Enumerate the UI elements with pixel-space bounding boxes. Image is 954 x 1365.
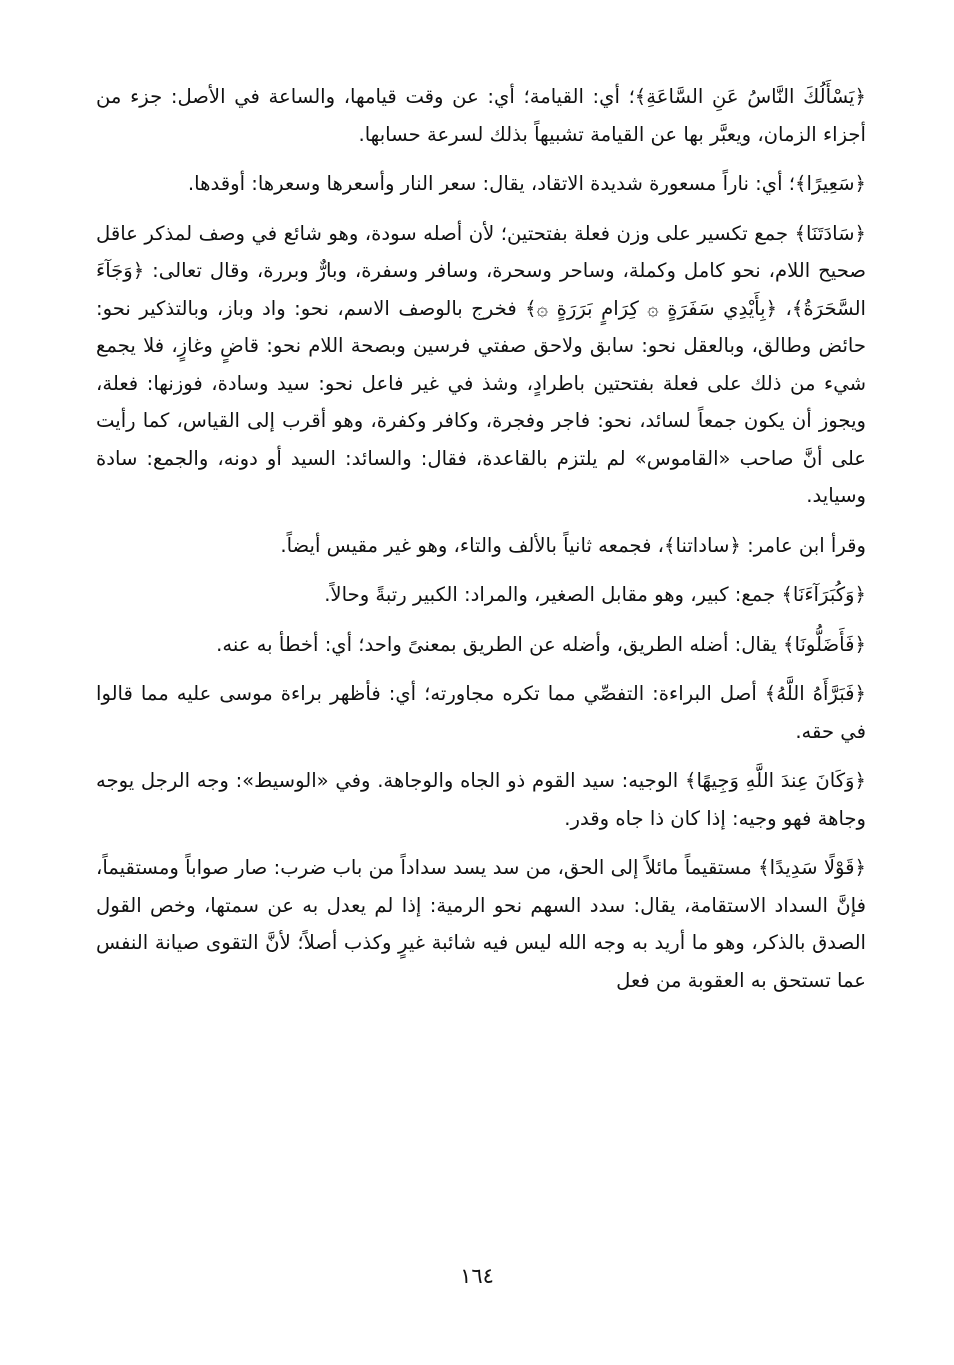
paragraph-9: ﴿قَوْلًا سَدِيدًا﴾ مستقيماً مائلاً إلى الحق، من سد يسد سداداً من باب ضرب: صار صواباً ومستقيماً، فإنَّ السداد الاستقامة، يقال: سدد السهم نحو الرمية: إذا لم يعدل به عن سمتها، وخص القول الصدق بالذكر، وهو ما أريد به وجه الله ليس فيه شائبة غيرٍ وكذب أصلاً؛ لأنَّ التقوى صيانة النفس عما تستحق به العقوبة من فعل [96,856,866,992]
paragraph-8: ﴿وَكَانَ عِندَ اللَّهِ وَجِيهًا﴾ الوجيه: سيد القوم ذو الجاه والوجاهة. وفي «الوسيط»: وجه الرجل يوجه وجاهة فهو وجيه: إذا كان ذا جاه وقدر. [96,769,866,830]
paragraph-2: ﴿سَعِيرًا﴾؛ أي: ناراً مسعورة شديدة الاتقاد، يقال: سعر النار وأسعرها وسعرها: أوقدها. [187,172,866,195]
page-number: ١٦٤ [460,1264,494,1288]
paragraph-3: ﴿سَادَتَنَا﴾ جمع تكسير على وزن فعلة بفتحتين؛ لأن أصله سودة، وهو شائع في وصف لمذكر عاقل صحيح اللام، نحو كامل وكملة، وساحر وسحرة، وسافر وسفرة، وبارٌّ وبررة، وقال تعالى: ﴿وَجَآءَ السَّحَرَةُ﴾، ﴿بِأَيْدِي سَفَرَةٍ ۞ كِرَامٍ بَرَرَةٍ ۞﴾ فخرج بالوصف الاسم، نحو: واد وباز، وبالتذكير نحو: حائض وطالق، وبالعقل نحو: سابق ولاحق صفتي فرسين وبصحة اللام نحو: قاضٍ وغازٍ، فلا يجمع شيء من ذلك على فعلة بفتحتين باطرادٍ، وشذ في غير فاعل نحو: سيد وسادة، فوزنها: فعلة، ويجوز أن يكون جمعاً لسائد، نحو: فاجر وفجرة، وكافر وكفرة، وهو أقرب إلى القياس، كما رأيت على أنَّ صاحب «القاموس» لم يلتزم بالقاعدة، فقال: والسائد: السيد أو دونه، والجمع: سادة وسيايد. [96,221,866,507]
paragraph-6: ﴿فَأَضَلُّونَا﴾ يقال: أضله الطريق، وأضله عن الطريق بمعنىً واحد؛ أي: أخطأ به عنه. [216,632,866,656]
paragraph-7: ﴿فَبَرَّأَهُ اللَّهُ﴾ أصل البراءة: التفصِّي مما تكره مجاورته؛ أي: فأظهر براءة موسى عليه مما قالوا في حقه. [96,682,866,743]
paragraph-5: ﴿وَكُبَرَآءَنَا﴾ جمع: كبير، وهو مقابل الصغير، والمراد: الكبير رتبةً وحالاً. [324,583,866,606]
paragraph-4: وقرأ ابن عامر: ﴿ساداتنا﴾، فجمعه ثانياً بالألف والتاء، وهو غير مقيس أيضاً. [280,533,866,557]
page-body [96,78,866,1011]
paragraph-1: ﴿يَسْأَلُكَ النَّاسُ عَنِ السَّاعَةِ﴾؛ أي: القيامة؛ أي: عن وقت قيامها، والساعة في الأصل: جزء من أجزاء الزمان، ويعبَّر بها عن القيامة تشبيهاً بذلك لسرعة حسابها. [96,85,866,146]
